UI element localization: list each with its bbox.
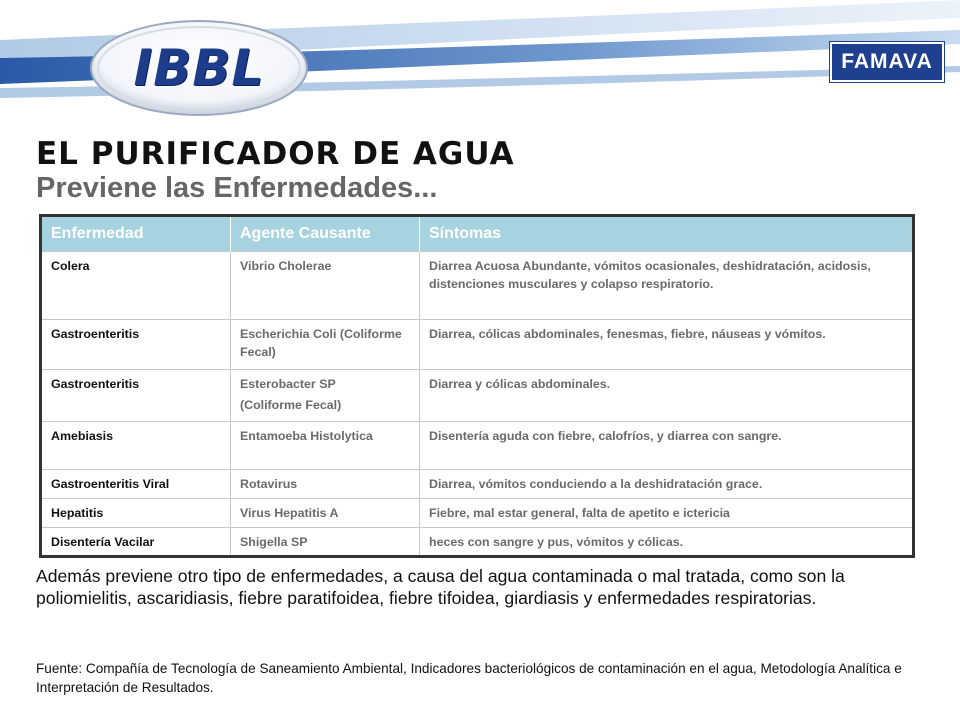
table-row (41, 320, 914, 370)
table-row (41, 470, 914, 499)
cell-disease: Amebiasis (41, 422, 231, 470)
cell-symptoms: Diarrea, cólicas abdominales, fenesmas, fiebre, náuseas y vómitos. (420, 320, 914, 370)
table-row (41, 370, 914, 422)
cell-disease: Disentería Vacilar (41, 528, 231, 557)
column-header-symptoms: Síntomas (420, 216, 914, 252)
ibbl-logo (88, 18, 310, 118)
table-header-row (41, 216, 914, 252)
page-title: EL PURIFICADOR DE AGUA (36, 136, 515, 172)
cell-disease: Hepatitis (41, 499, 231, 528)
cell-disease: Gastroenteritis Viral (41, 470, 231, 499)
source-citation: Fuente: Compañía de Tecnología de Saneamiento Ambiental, Indicadores bacteriológicos de contaminación en el agua, Metodología Analítica e Interpretación de Resultados. (36, 661, 902, 695)
cell-disease: Gastroenteritis (41, 370, 231, 422)
cell-agent-line2: (Coliforme Fecal) (240, 398, 342, 412)
table-row (41, 422, 914, 470)
table-row (41, 499, 914, 528)
cell-agent: Entamoeba Histolytica (231, 422, 420, 470)
table-row (41, 528, 914, 557)
cell-symptoms: heces con sangre y pus, vómitos y cólicas. (420, 528, 914, 557)
cell-agent-line1: Esterobacter SP (240, 377, 336, 391)
cell-symptoms: Fiebre, mal estar general, falta de apetito e ictericia (420, 499, 914, 528)
cell-agent: Vibrio Cholerae (231, 252, 420, 320)
page-subtitle: Previene las Enfermedades... (36, 172, 438, 204)
cell-agent: Virus Hepatitis A (231, 499, 420, 528)
cell-symptoms: Diarrea, vómitos conduciendo a la deshidratación grace. (420, 470, 914, 499)
cell-agent (231, 370, 420, 422)
body-paragraph: Además previene otro tipo de enfermedades, a causa del agua contaminada o mal tratada, como son la poliomielitis, ascaridiasis, fiebre paratifoidea, fiebre tifoidea, giardiasis y enfermedades respiratorias. (36, 566, 845, 608)
cell-disease: Colera (41, 252, 231, 320)
cell-agent: Rotavirus (231, 470, 420, 499)
famava-logo-text: FAMAVA (841, 50, 933, 73)
column-header-disease: Enfermedad (41, 216, 231, 252)
ibbl-logo-text: IBBL (133, 39, 265, 97)
table-row (41, 252, 914, 320)
famava-logo (830, 42, 944, 82)
cell-symptoms: Disentería aguda con fiebre, calofríos, y diarrea con sangre. (420, 422, 914, 470)
cell-disease: Gastroenteritis (41, 320, 231, 370)
cell-agent: Escherichia Coli (Coliforme Fecal) (231, 320, 420, 370)
column-header-agent: Agente Causante (231, 216, 420, 252)
diseases-table (39, 214, 915, 558)
cell-symptoms: Diarrea y cólicas abdominales. (420, 370, 914, 422)
cell-agent: Shigella SP (231, 528, 420, 557)
cell-symptoms: Diarrea Acuosa Abundante, vómitos ocasionales, deshidratación, acidosis, distenciones musculares y colapso respiratorio. (420, 252, 914, 320)
